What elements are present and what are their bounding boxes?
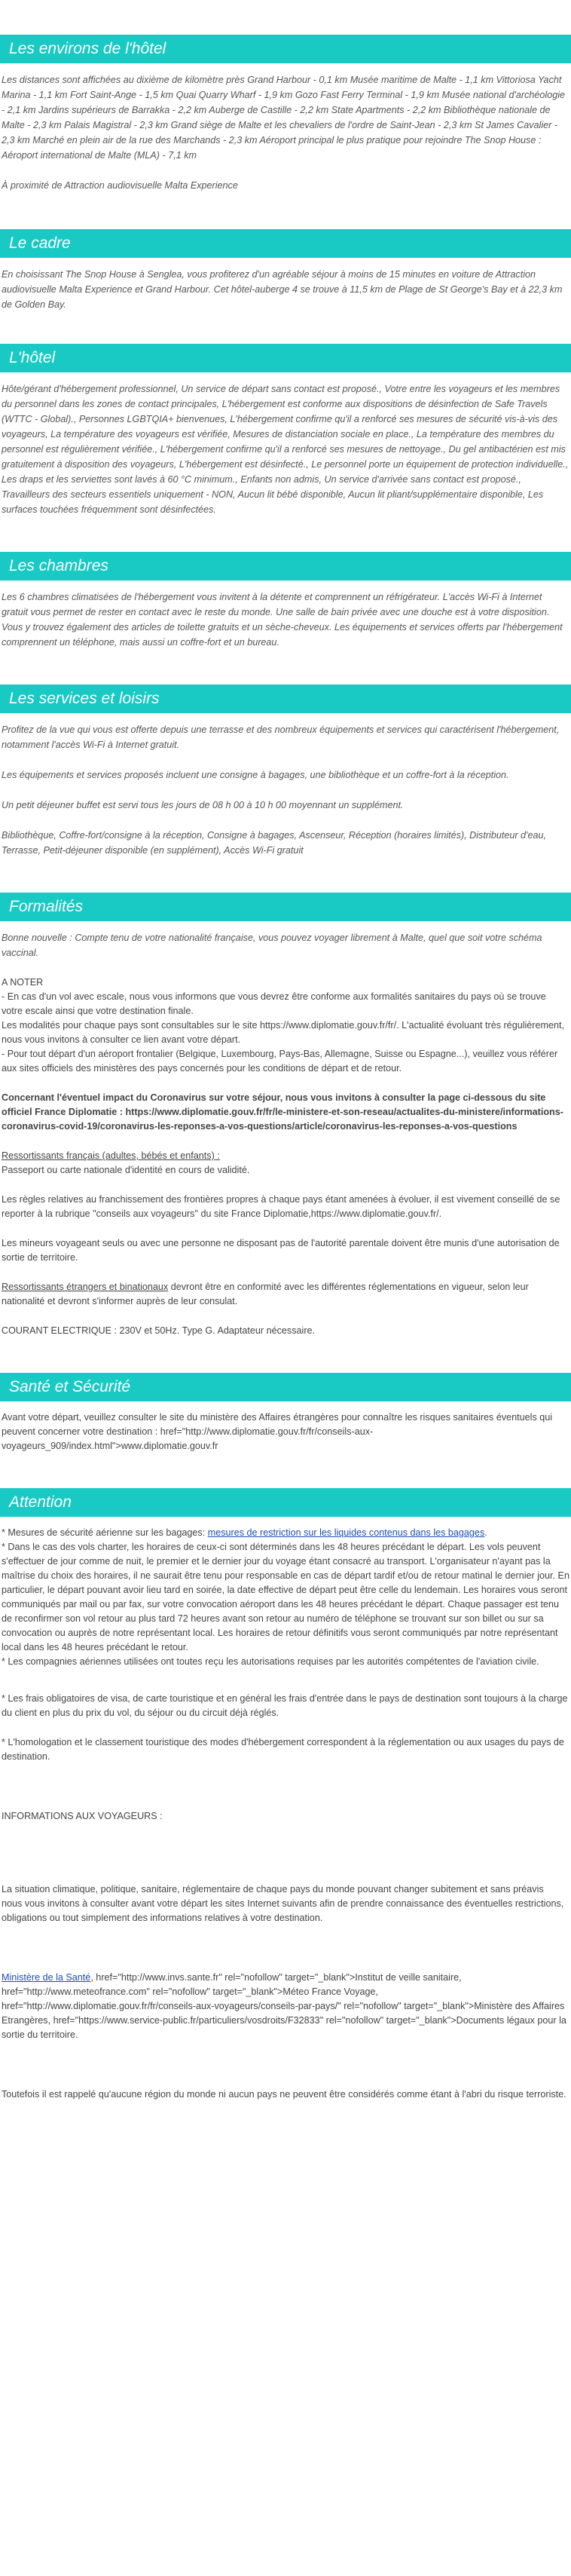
formalites-frontieres: Les règles relatives au franchissement des frontières propres à chaque pays étant amenées à évoluer, il est vivement conseillé de se reporter à la rubrique "conseils aux voyageurs" du site France Diplomatie,https://www.diplomatie.gouv.fr/.	[2, 1194, 560, 1219]
attention-info-title: INFORMATIONS AUX VOYAGEURS :	[2, 1811, 163, 1821]
attention-situation: La situation climatique, politique, sanitaire, réglementaire de chaque pays du monde pouvant changer subitement et sans préavis nous vous invitons à consulter avant votre départ les sites Internet suivants afin de prendre connaissance des éventuelles restrictions, obligations ou tout simplement des informations relatives à votre destination.	[2, 1884, 564, 1923]
environs-distances: Les distances sont affichées au dixième de kilomètre près Grand Harbour - 0,1 km Musée maritime de Malte - 1,1 km Vittoriosa Yacht Marina - 1,1 km Fort Saint-Ange - 1,5 km Quai Quarry Wharf - 1,9 km Gozo Fast Ferry Terminal - 1,9 km Musée national d'archéologie - 2,1 km Jardins supérieurs de Barrakka - 2,2 km Auberge de Castille - 2,2 km State Apartments - 2,2 km Bibliothèque nationale de Malte - 2,3 km Palais Magistral - 2,3 km Grand siège de Malte et les chevaliers de l'ordre de Saint-Jean - 2,3 km St James Cavalier - 2,3 km Marché en plein air de la rue des Marchands - 2,3 km Aéroport principal le plus pratique pour rejoindre The Snop House : Aéroport international de Malte (MLA) - 7,1 km	[2, 75, 566, 161]
section-title-services: Les services et loisirs	[0, 685, 571, 713]
section-sante	[0, 1373, 571, 1453]
formalites-noter-3: - Pour tout départ d'un aéroport frontalier (Belgique, Luxembourg, Pays-Bas, Allemagne, Suisse ou Espagne...), veuillez vous référer aux sites officiels des ministères des pays concernés pour les conditions de départ et de retour.	[2, 1049, 558, 1074]
section-title-chambres: Les chambres	[0, 552, 571, 580]
services-equipment: Les équipements et services proposés incluent une consigne à bagages, une bibliothèque et un coffre-fort à la réception.	[2, 770, 509, 780]
attention-ministeres-rest: , href="http://www.invs.sante.fr" rel="nofollow" target="_blank">Institut de veille sanitaire, href="http://www.meteofrance.com" rel="nofollow" target="_blank">Méteo France Voyage, href="http://www.diplomatie.gouv.fr/fr/conseils-aux-voyageurs/conseils-par-pays/" rel="nofollow" target="_blank">Ministère des Affaires Etrangères, href="https://www.service-public.fr/particuliers/vosdroits/F32833" rel="nofollow" target="_blank">Documents légaux pour la sortie du territoire.	[2, 1972, 566, 2040]
attention-visa: * Les frais obligatoires de visa, de carte touristique et en général les frais d'entrée dans le pays de destination sont toujours à la charge du client en plus du prix du vol, du séjour ou du circuit déjà réglés.	[2, 1693, 568, 1718]
formalites-noter-2: Les modalités pour chaque pays sont consultables sur le site https://www.diplomatie.gouv.fr/fr/. L'actualité évoluant très régulièrement, nous vous invitons à consulter ce lien avant votre départ.	[2, 1020, 564, 1045]
attention-bagages-pre: * Mesures de sécurité aérienne sur les bagages:	[2, 1527, 208, 1538]
section-title-sante: Santé et Sécurité	[0, 1373, 571, 1401]
formalites-fr-text: Passeport ou carte nationale d'identité en cours de validité.	[2, 1165, 250, 1175]
section-formalites	[0, 893, 571, 1338]
formalites-etrangers	[0, 1280, 571, 1309]
formalites-noter-title: A NOTER	[2, 977, 44, 988]
section-environs	[0, 35, 571, 193]
section-title-environs: Les environs de l'hôtel	[0, 35, 571, 63]
formalites-noter-1: - En cas d'un vol avec escale, nous vous informons que vous devrez être conforme aux formalités sanitaires du pays où se trouve votre escale ainsi que votre destination finale.	[2, 991, 546, 1016]
attention-ministeres	[0, 1971, 571, 2042]
section-hotel	[0, 344, 571, 517]
section-title-attention: Attention	[0, 1488, 571, 1517]
chambres-description: Les 6 chambres climatisées de l'hébergement vous invitent à la détente et comprennent un réfrigérateur. L'accès Wi-Fi à Internet gratuit vous permet de rester en contact avec le reste du monde. Une salle de bain privée avec une douche est à votre disposition. Vous y trouvez également des articles de toilette gratuits et un sèche-cheveux. Les équipements et services offerts par l'hébergement comprennent un téléphone, mais aussi un coffre-fort et un bureau.	[2, 592, 563, 648]
environs-proximity: À proximité de Attraction audiovisuelle Malta Experience	[2, 180, 238, 191]
formalites-covid: Concernant l'éventuel impact du Coronavirus sur votre séjour, nous vous invitons à consulter la page ci-dessous du site officiel France Diplomatie : https://www.diplomatie.gouv.fr/fr/le-ministere-et-son-reseau/actualites-du-ministere/informations-coronavirus-covid-19/coronavirus-les-reponses-a-vos-questions/article/coronavirus-les-reponses-a-vos-questions	[2, 1092, 563, 1132]
section-title-cadre: Le cadre	[0, 229, 571, 258]
cadre-description: En choisissant The Snop House à Senglea, vous profiterez d'un agréable séjour à moins de 15 minutes en voiture de Attraction audiovisuelle Malta Experience et Grand Harbour. Cet hôtel-auberge 4 se trouve à 11,5 km de Plage de St George's Bay et à 22,3 km de Golden Bay.	[2, 269, 563, 310]
services-breakfast: Un petit déjeuner buffet est servi tous les jours de 08 h 00 à 10 h 00 moyennant un supplément.	[2, 800, 404, 810]
formalites-mineurs: Les mineurs voyageant seuls ou avec une personne ne disposant pas de l'autorité parentale doivent être munis d'une autorisation de sortie de territoire.	[2, 1238, 560, 1263]
liquides-restriction-link[interactable]: mesures de restriction sur les liquides contenus dans les bagages	[207, 1527, 485, 1538]
attention-bagages-post: .	[484, 1527, 487, 1538]
section-title-formalites: Formalités	[0, 893, 571, 921]
section-chambres	[0, 552, 571, 650]
section-services	[0, 685, 571, 858]
services-list: Bibliothèque, Coffre-fort/consigne à la réception, Consigne à bagages, Ascenseur, Réception (horaires limités), Distributeur d'eau, Terrasse, Petit-déjeuner disponible (en supplément), Accès Wi-Fi gratuit	[2, 830, 546, 856]
formalites-etr-text: devront être en conformité avec les différentes réglementations en vigueur, selon leur nationalité et devront s'informer auprès de leur consulat.	[2, 1282, 529, 1306]
formalites-fr-title: Ressortissants français (adultes, bébés et enfants) :	[2, 1150, 220, 1161]
sante-text: Avant votre départ, veuillez consulter le site du ministère des Affaires étrangères pour connaître les risques sanitaires éventuels qui peuvent concerner votre destination : href="http://www.diplomatie.gouv.fr/fr/conseils-aux-voyageurs_909/index.html">www.diplomatie.gouv.fr	[2, 1412, 553, 1451]
attention-charter: * Dans le cas des vols charter, les horaires de ceux-ci sont déterminés dans les 48 heures précédant le départ. Les vols peuvent s'effectuer de jour comme de nuit, le premier et le dernier jour du voyage étant consacré au transport. L'organisateur n'ayant pas la maîtrise du choix des horaires, il ne saurait être tenu pour responsable en cas de départ tardif et/ou de retour matinal le dernier jour. En particulier, le départ pouvant avoir lieu tard en soirée, la date effective de départ peut être celle du lendemain. Les horaires vous seront communiqués par mail ou par fax, sur votre convocation aéroport dans les 48 heures précédant le départ. Chaque passager est tenu de reconfirmer son vol retour au plus tard 72 heures avant son retour au numéro de téléphone se trouvant sur son billet ou sur sa convocation ou auprès de notre représentant local. Les horaires de retour définitifs vous seront communiqués par notre représentant local dans les 48 heures précédant le retour.	[2, 1542, 569, 1652]
attention-terrorisme: Toutefois il est rappelé qu'aucune région du monde ni aucun pays ne peuvent être considérés comme étant à l'abri du risque terroriste.	[2, 2089, 566, 2100]
section-cadre	[0, 229, 571, 312]
services-view: Profitez de la vue qui vous est offerte depuis une terrasse et des nombreux équipements et services qui caractérisent l'hébergement, notamment l'accès Wi-Fi à Internet gratuit.	[2, 724, 560, 750]
formalites-etr-title: Ressortissants étrangers et binationaux	[2, 1282, 169, 1292]
attention-homologation: * L'homologation et le classement touristique des modes d'hébergement correspondent à la réglementation ou aux usages du pays de destination.	[2, 1737, 564, 1762]
attention-compagnies: * Les compagnies aériennes utilisées ont toutes reçu les autorisations requises par les autorités compétentes de l'aviation civile.	[2, 1656, 539, 1667]
ministere-sante-link[interactable]: Ministère de la Santé	[2, 1972, 91, 1983]
formalites-courant: COURANT ELECTRIQUE : 230V et 50Hz. Type G. Adaptateur nécessaire.	[2, 1325, 316, 1336]
section-title-hotel: L'hôtel	[0, 344, 571, 372]
section-attention	[0, 1488, 571, 2102]
hotel-description: Hôte/gérant d'hébergement professionnel, Un service de départ sans contact est proposé., Votre entre les voyageurs et les membres du personnel dans les zones de contact principales, L'hébergement est conforme aux dispositions de désinfection de Safe Travels (WTTC - Global)., Personnes LGBTQIA+ bienvenues, L'hébergement confirme qu'il a renforcé ses mesures de sécurité vis-à-vis des voyageurs, La température des voyageurs est vérifiée, Mesures de distanciation sociale en place., La température des membres du personnel est régulièrement vérifiée., L'hébergement confirme qu'il a renforcé ses mesures de nettoyage., Du gel antibactérien est mis gratuitement à disposition des voyageurs, L'hébergement est désinfecté., Le personnel porte un équipement de protection individuelle., Les draps et les serviettes sont lavés à 60 °C minimum., Enfants non admis, Un service d'arrivée sans contact est proposé., Travailleurs des secteurs essentiels uniquement - NON, Aucun lit bébé disponible, Aucun lit pliant/supplémentaire disponible, Les surfaces touchées fréquemment sont désinfectées.	[2, 384, 569, 515]
formalites-nationality: Bonne nouvelle : Compte tenu de votre nationalité française, vous pouvez voyager librement à Malte, quel que soit votre schéma vaccinal.	[2, 933, 542, 958]
attention-bagages	[0, 1526, 571, 1540]
